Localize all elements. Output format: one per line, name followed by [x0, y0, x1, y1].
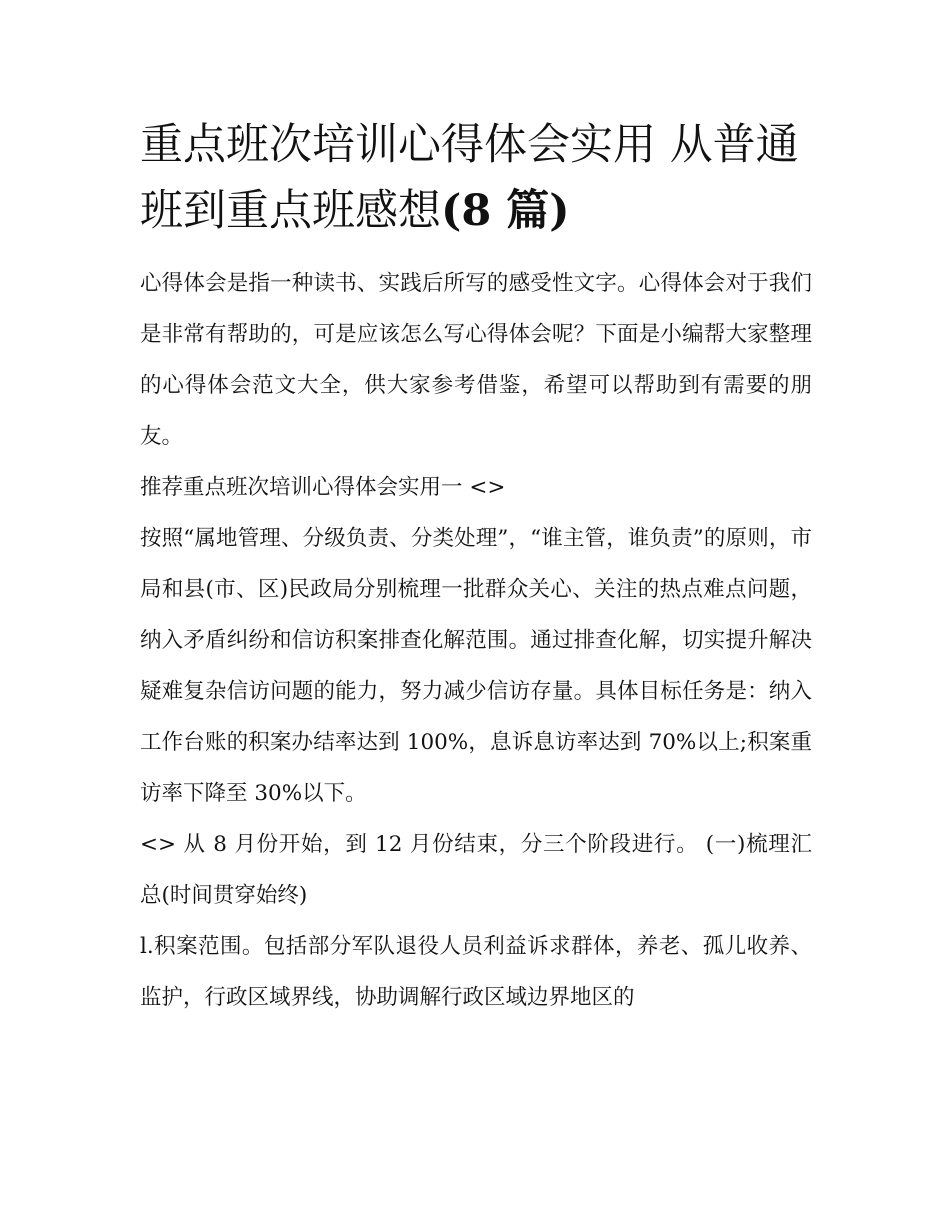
document-content	[140, 112, 812, 1023]
section-heading-1: 推荐重点班次培训心得体会实用一 <>	[140, 475, 506, 500]
body-paragraph-2: <> 从 8 月份开始，到 12 月份结束，分三个阶段进行。 (一)梳理汇总(时间贯穿始终)	[140, 832, 812, 908]
title-main: 重点班次培训心得体会实用 从普通班到重点班感想	[140, 120, 799, 236]
intro-paragraph: 心得体会是指一种读书、实践后所写的感受性文字。心得体会对于我们是非常有帮助的，可是应该怎么写心得体会呢？下面是小编帮大家整理的心得体会范文大全，供大家参考借鉴，希望可以帮助到有需要的朋友。	[140, 271, 812, 449]
title-suffix: (8 篇)	[441, 186, 570, 236]
body-paragraph-3: l.积案范围。包括部分军队退役人员利益诉求群体，养老、孤儿收养、监护，行政区域界线，协助调解行政区域边界地区的	[140, 934, 812, 1010]
document-title	[140, 112, 812, 244]
body-paragraph-1: 按照“属地管理、分级负责、分类处理”，“谁主管，谁负责”的原则，市局和县(市、区)民政局分别梳理一批群众关心、关注的热点难点问题，纳入矛盾纠纷和信访积案排查化解范围。通过排查化解，切实提升解决疑难复杂信访问题的能力，努力减少信访存量。具体目标任务是：纳入工作台账的积案办结率达到 100%，息诉息访率达到 70%以上;积案重访率下降至 30%以下。	[140, 526, 812, 806]
